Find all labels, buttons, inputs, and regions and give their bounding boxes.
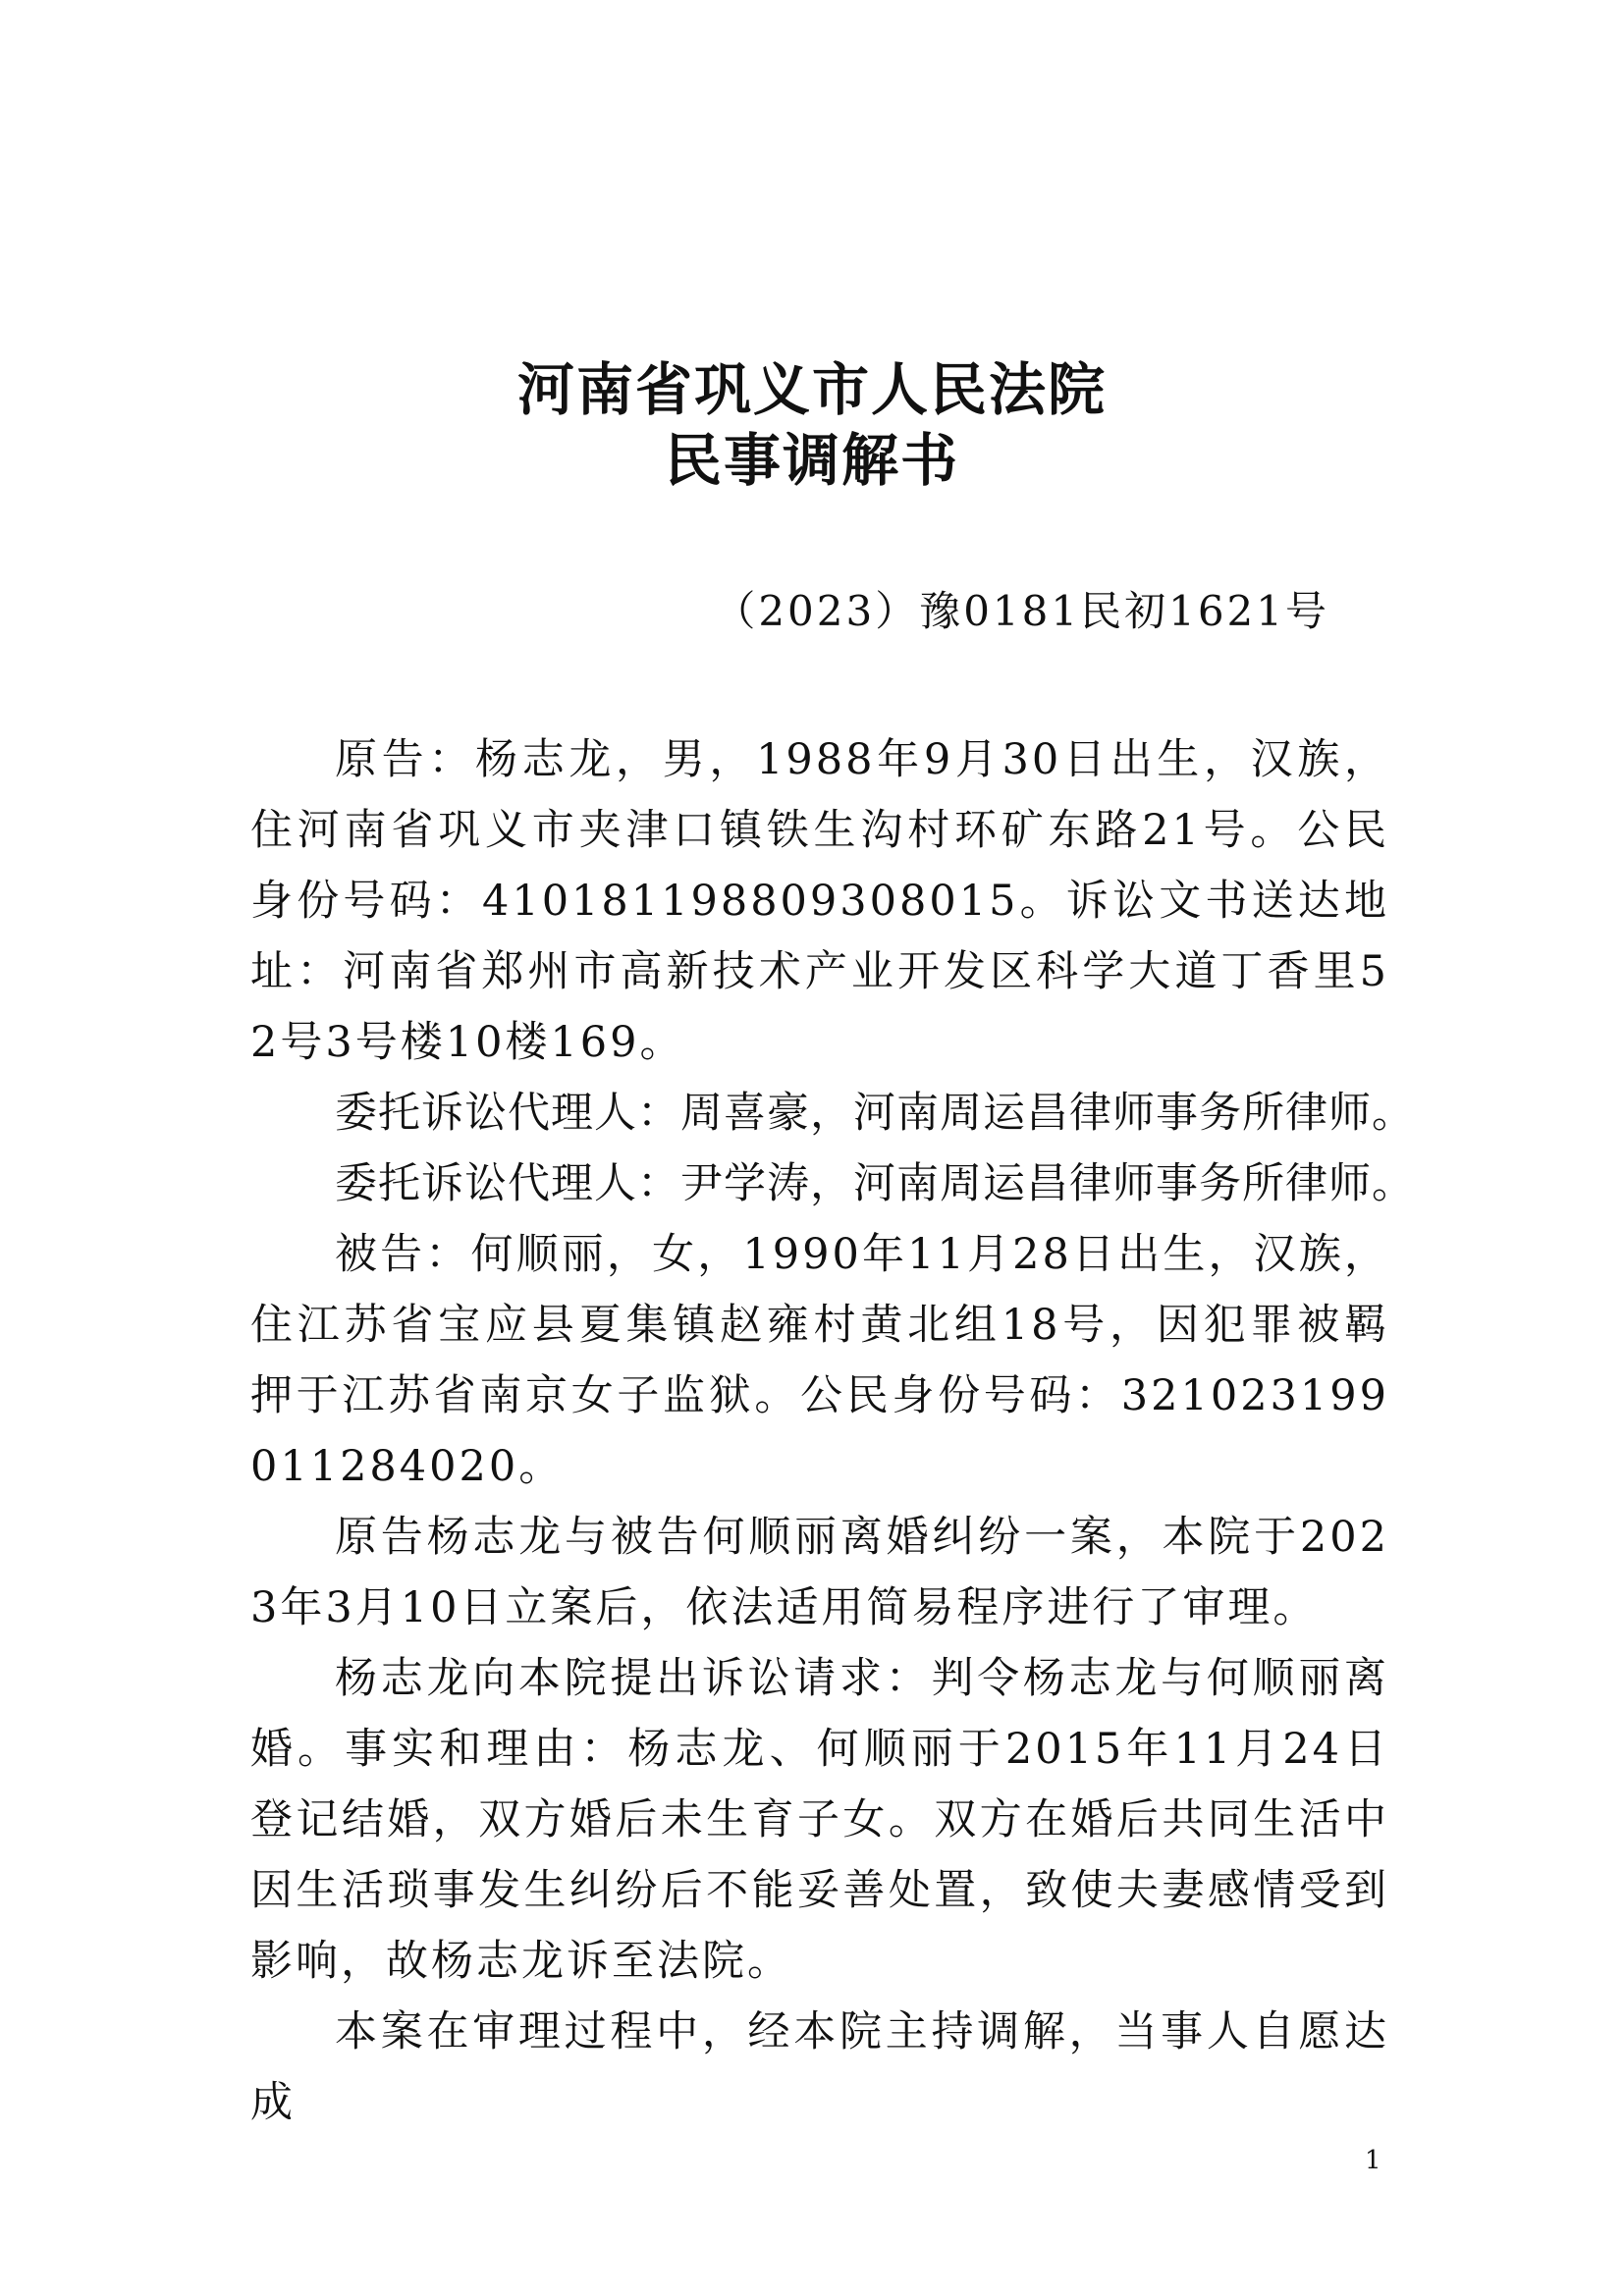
agent-paragraph-1: 委托诉讼代理人：周喜豪，河南周运昌律师事务所律师。 xyxy=(335,1089,1415,1138)
plaintiff-paragraph: 原告：杨志龙，男，1988年9月30日出生，汉族，住河南省巩义市夹津口镇铁生沟村环矿东路21号。公民身份号码：410181198809308015。诉讼文书送达地址：河南省郑州市高新技术产业开发区科学大道丁香里52号3号楼10楼169。 xyxy=(250,735,1389,1067)
case-filing-paragraph: 原告杨志龙与被告何顺丽离婚纠纷一案，本院于2023年3月10日立案后，依法适用简易程序进行了审理。 xyxy=(250,1513,1389,1632)
mediation-paragraph: 本案在审理过程中，经本院主持调解，当事人自愿达成 xyxy=(250,2007,1389,2127)
document-body xyxy=(250,724,1415,2138)
claims-paragraph: 杨志龙向本院提出诉讼请求：判令杨志龙与何顺丽离婚。事实和理由：杨志龙、何顺丽于2015年11月24日登记结婚，双方婚后未生育子女。双方在婚后共同生活中因生活琐事发生纠纷后不能妥善处置，致使夫妻感情受到影响，故杨志龙诉至法院。 xyxy=(250,1654,1389,1986)
agent-paragraph-2: 委托诉讼代理人：尹学涛，河南周运昌律师事务所律师。 xyxy=(335,1159,1415,1208)
page-number: 1 xyxy=(1365,2146,1381,2175)
document-type-title: 民事调解书 xyxy=(664,427,959,494)
defendant-paragraph: 被告：何顺丽，女，1990年11月28日出生，汉族，住江苏省宝应县夏集镇赵雍村黄北组18号，因犯罪被羁押于江苏省南京女子监狱。公民身份号码：321023199011284020。 xyxy=(250,1230,1389,1491)
court-name-title: 河南省巩义市人民法院 xyxy=(516,356,1107,423)
case-number: （2023）豫0181民初1621号 xyxy=(714,587,1329,635)
